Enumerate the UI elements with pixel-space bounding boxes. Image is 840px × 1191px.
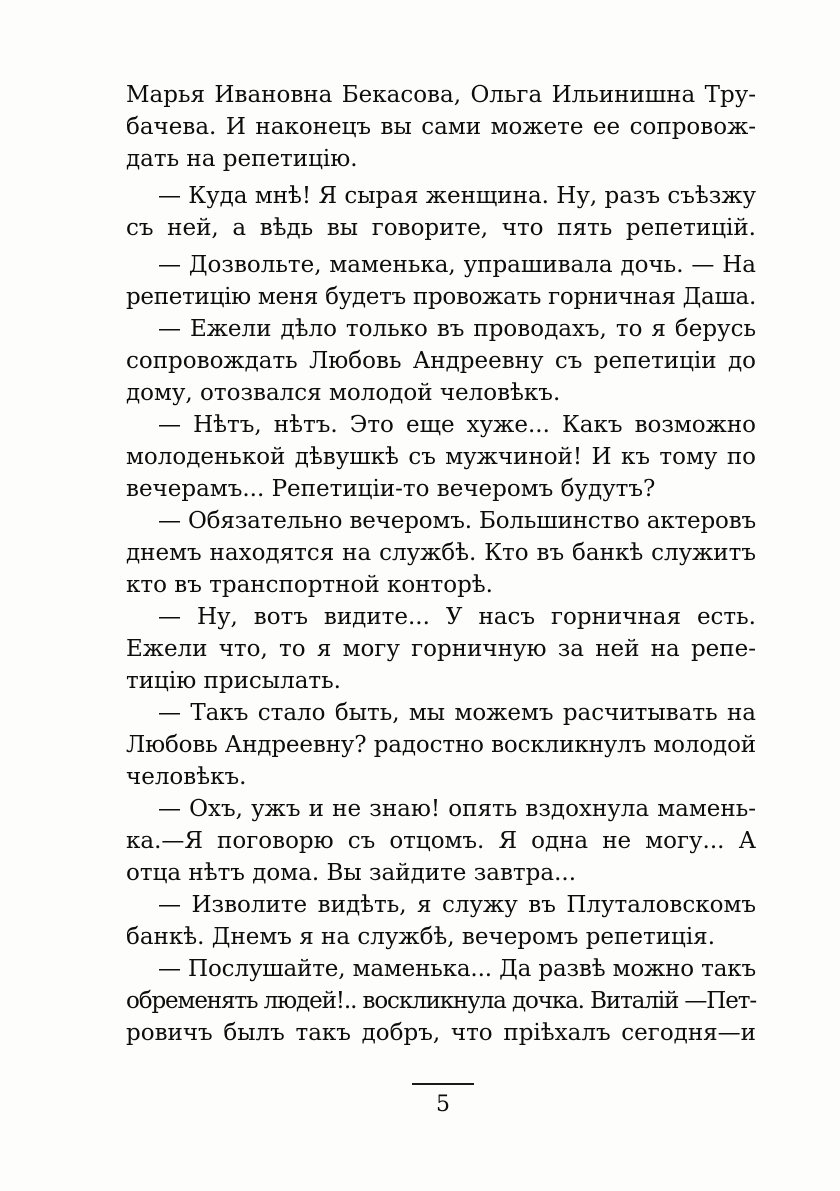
- text-line: — Ежели дѣло только въ проводахъ, то я берусь: [158, 316, 756, 342]
- text-line: — Нѣтъ, нѣтъ. Это еще хуже... Какъ возможно: [158, 412, 756, 438]
- text-line: сопровождать Любовь Андреевну съ репетиціи до: [126, 348, 756, 374]
- text-line: молоденькой дѣвушкѣ съ мужчиной! И къ тому по: [126, 444, 756, 470]
- text-line: съ ней, а вѣдь вы говорите, что пять репетицій.: [126, 215, 756, 241]
- text-line: вечерамъ... Репетиціи-то вечеромъ будутъ?: [126, 476, 656, 502]
- text-line: Марья Ивановна Бекасова, Ольга Ильинишна Тру-: [126, 82, 756, 108]
- text-line: Любовь Андреевну? радостно воскликнулъ молодой: [126, 732, 756, 758]
- text-line: — Куда мнѣ! Я сырая женщина. Ну, разъ съѣзжу: [158, 183, 757, 209]
- text-line: днемъ находятся на службѣ. Кто въ банкѣ служитъ: [126, 540, 756, 566]
- text-line: — Изволите видѣть, я служу въ Плуталовскомъ: [158, 892, 756, 918]
- text-line: — Дозвольте, маменька, упрашивала дочь. — На: [158, 252, 756, 278]
- text-line: — Обязательно вечеромъ. Большинство актеровъ: [158, 508, 757, 534]
- text-line: банкѣ. Днемъ я на службѣ, вечеромъ репетиція.: [126, 924, 716, 950]
- page-number-rule: [412, 1083, 474, 1085]
- body-text: [126, 79, 756, 1049]
- text-line: тицію присылать.: [126, 668, 341, 694]
- text-line: кто въ транспортной конторѣ.: [126, 572, 493, 598]
- text-line: — Ну, вотъ видите... У насъ горничная есть.: [158, 604, 756, 630]
- text-line: человѣкъ.: [126, 764, 247, 790]
- text-line: Ежели что, то я могу горничную за ней на репе-: [126, 636, 756, 662]
- text-line: дому, отозвался молодой человѣкъ.: [126, 380, 561, 406]
- text-line: бачева. И наконецъ вы сами можете ее сопровож-: [126, 114, 756, 140]
- page-number: 5: [436, 1092, 450, 1117]
- text-line: — Такъ стало быть, мы можемъ расчитывать на: [158, 700, 756, 726]
- text-line: репетицію меня будетъ провожать горничная Даша.: [126, 284, 756, 310]
- text-line: ровичъ былъ такъ добръ, что пріѣхалъ сегодня—и: [126, 1020, 756, 1046]
- text-line: отца нѣтъ дома. Вы зайдите завтра...: [126, 860, 577, 886]
- text-line: обременять людей!.. воскликнула дочка. Виталій —Пет-: [126, 988, 756, 1014]
- text-line: — Охъ, ужъ и не знаю! опять вздохнула мамень-: [158, 796, 756, 822]
- text-line: ка.—Я поговорю съ отцомъ. Я одна не могу... А: [126, 828, 756, 854]
- text-line: — Послушайте, маменька... Да развѣ можно такъ: [158, 956, 756, 982]
- text-line: дать на репетицію.: [126, 146, 358, 172]
